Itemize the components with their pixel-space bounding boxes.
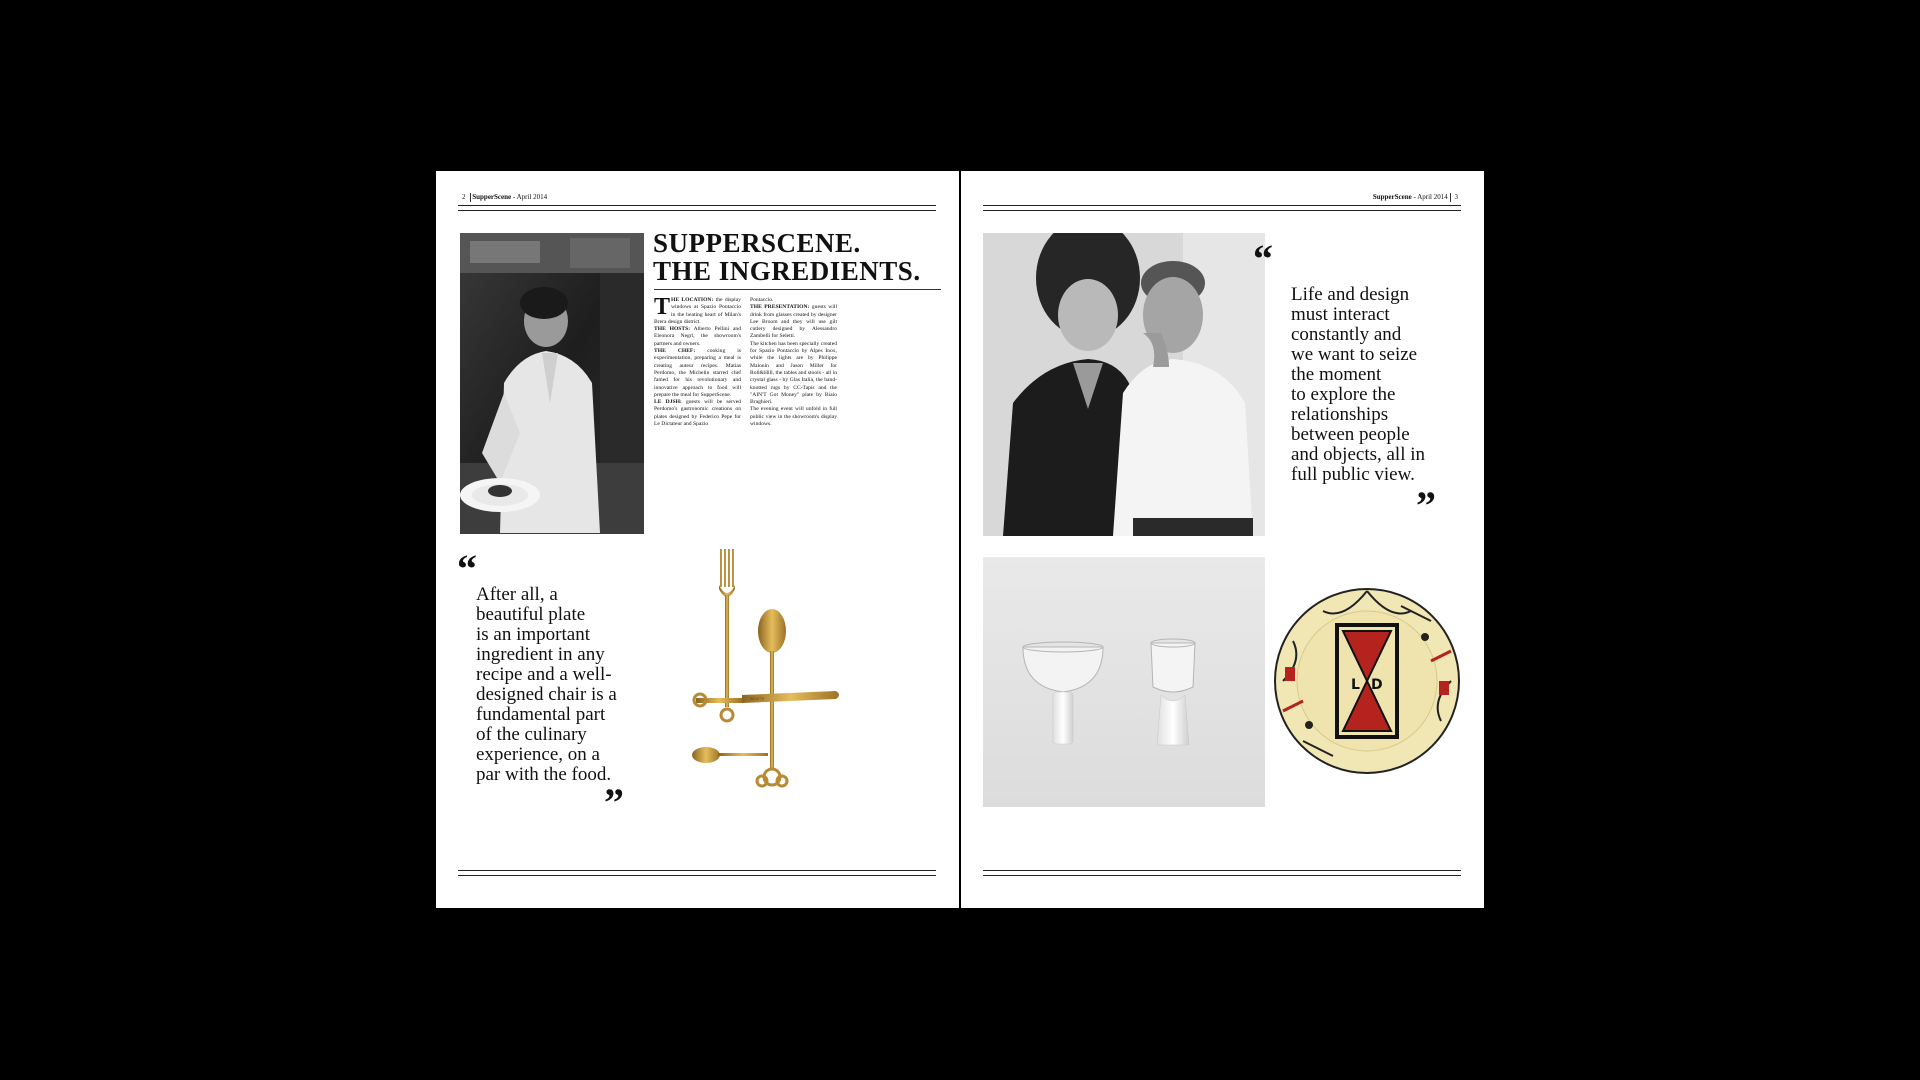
knife-brand: SELETTI [750,697,765,701]
issue-date: - April 2014 [1413,193,1448,202]
quote-line: must interact [1291,304,1390,325]
right-page [961,171,1484,908]
paragraph: The evening event will unfold in full public view in the showroom's display windows. [750,406,837,428]
title-line: THE INGREDIENTS. [653,256,921,286]
quote-line: between people [1291,424,1410,445]
quote-line: of the culinary [476,724,587,745]
quote-line: par with the food. [476,764,612,785]
close-quote-mark: ” [1416,483,1436,528]
article-title [653,229,921,285]
title-rule [654,289,941,290]
glassware-photo [983,557,1265,807]
body-column-2 [750,297,837,428]
decorative-plate-photo [1273,581,1461,781]
page-number: 2 [462,193,466,202]
body-column-1 [654,294,741,428]
quote-line: full public view. [1291,464,1415,485]
open-quote-mark: “ [1253,236,1273,281]
quote-line: recipe and a well- [476,664,612,685]
page-header [1373,193,1462,202]
drop-cap: T [654,294,671,320]
plate-letter: D [1371,677,1383,693]
quote-line: experience, on a [476,744,600,765]
page-header [458,193,547,202]
quote-line: fundamental part [476,704,606,725]
quote-line: beautiful plate [476,604,586,625]
close-quote-mark: ” [604,780,624,825]
quote-line: and objects, all in [1291,444,1426,465]
pull-quote [476,585,617,785]
paragraph: THE LOCATION: the display windows at Spazio Pontaccio in the beating heart of Milan's Brera design district. [654,294,741,325]
publication-name: SupperScene [472,193,512,202]
hosts-portrait-photo [983,233,1265,536]
header-divider [470,193,471,202]
paragraph: The kitchen has been specially created for Spazio Pontaccio by Alpes Inox, while the lights are by Philippe Malouin and Jason Miller for Roll&Hill, the tables and stools - all in crystal glass - by Glas Italia, the hand-knotted rugs by CC-Tapis and the "AIN'T Got Money" plate by Biaio Braghieri. [750,340,837,406]
header-rule [983,205,1461,211]
quote-line: Life and design [1291,284,1410,305]
quote-line: ingredient in any [476,644,605,665]
left-page [436,171,959,908]
page-number: 3 [1454,193,1458,202]
quote-line: to explore the [1291,384,1396,405]
quote-line: the moment [1291,364,1382,385]
title-line: SUPPERSCENE. [653,228,861,258]
quote-line: designed chair is a [476,684,617,705]
quote-line: is an important [476,624,590,645]
publication-name: SupperScene [1372,193,1412,202]
plate-letter: L [1351,677,1360,693]
quote-line: After all, a [476,584,558,605]
paragraph: THE HOSTS: Alberto Pellini and Eleonora Negri, the showroom's partners and owners. [654,326,741,347]
chef-photo [460,233,644,534]
paragraph: THE CHEF: cooking is experimentation, preparing a meal is creating auteur recipes. Matias Perdomo, the Michelin starred chef famed for his revolutionary and innovative approach to food will prepare the meal for SupperScene. [654,348,741,398]
quote-line: constantly and [1291,324,1402,345]
paragraph: THE PRESENTATION: guests will drink from glasses created by designer Lee Broom and they will use gilt cutlery designed by Alessandro Zambelli for Seletti. [750,304,838,340]
header-rule [458,205,936,211]
footer-rule [983,870,1461,876]
quote-line: we want to seize [1291,344,1418,365]
footer-rule [458,870,936,876]
pull-quote [1291,285,1425,485]
issue-date: - April 2014 [512,193,548,202]
gold-cutlery-photo [686,549,846,802]
quote-line: relationships [1291,404,1389,425]
paragraph: Pontaccio. [750,297,774,303]
open-quote-mark: “ [457,546,477,591]
paragraph: LE DJSH: guests will be served Perdomo's gastronomic creations on plates designed by Federico Pepe for Le Dictateur and Spazio [654,399,741,428]
